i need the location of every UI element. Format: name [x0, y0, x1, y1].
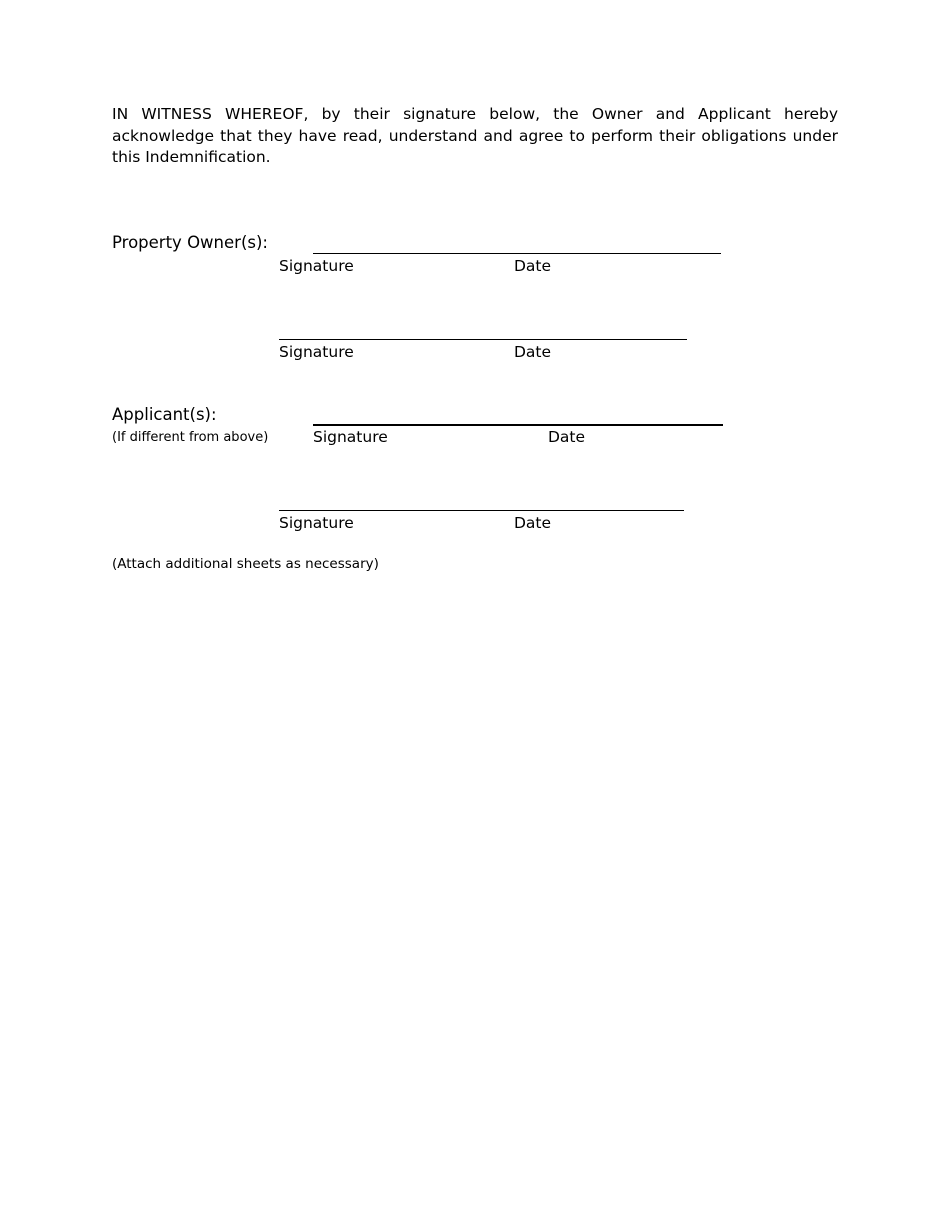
attach-sheets-note: (Attach additional sheets as necessary) [112, 556, 379, 572]
owner-signature-caption-1: Signature [279, 257, 354, 275]
applicants-label: Applicant(s): [112, 405, 217, 424]
applicant-date-caption-1: Date [548, 428, 586, 446]
owner-signature-line-2[interactable] [279, 339, 687, 340]
applicant-signature-line-1[interactable] [313, 424, 723, 426]
applicant-signature-caption-2: Signature [279, 514, 354, 532]
owner-signature-line-1[interactable] [313, 253, 721, 254]
property-owners-label: Property Owner(s): [112, 233, 268, 252]
witness-paragraph: IN WITNESS WHEREOF, by their signature below, the Owner and Applicant hereby acknowledge that they have read, understand and agree to perform their obligations under this Indemnification. [112, 105, 838, 166]
owner-date-caption-2: Date [514, 343, 552, 361]
owner-date-caption-1: Date [514, 257, 552, 275]
owner-signature-caption-2: Signature [279, 343, 354, 361]
applicant-signature-line-2[interactable] [279, 510, 684, 511]
applicants-sublabel: (If different from above) [112, 430, 269, 445]
applicant-date-caption-2: Date [514, 514, 552, 532]
applicant-signature-caption-1: Signature [313, 428, 388, 446]
